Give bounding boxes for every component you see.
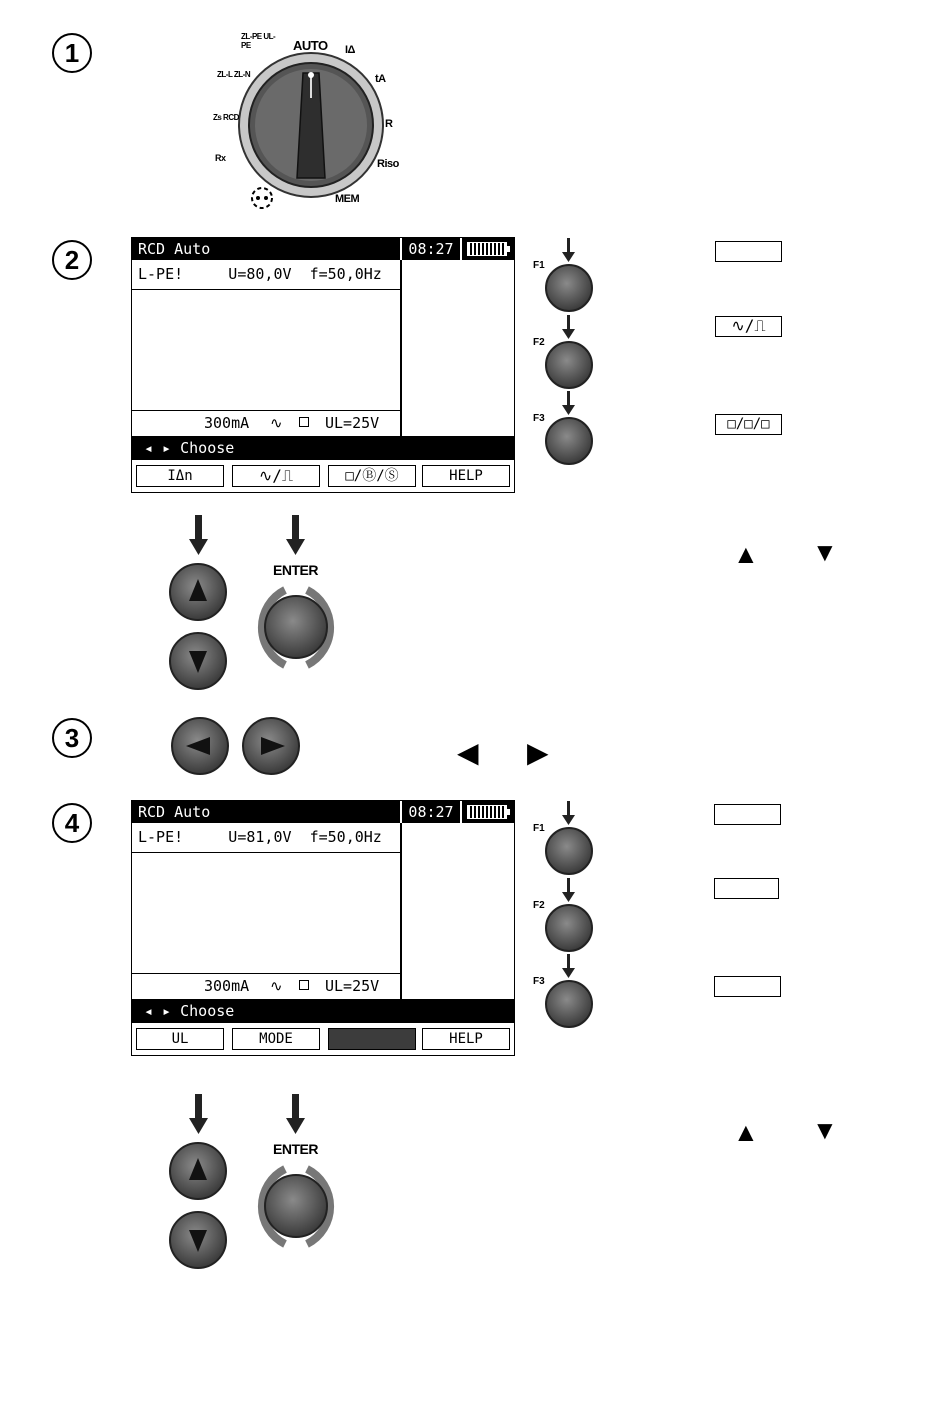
nav-buttons-graphic: [165, 515, 345, 695]
fkey-mode[interactable]: MODE: [232, 1028, 320, 1050]
function-key-bar: [132, 1025, 514, 1053]
choose-bar: ◂ ▸ Choose: [132, 999, 514, 1023]
switch-label-auto: AUTO: [293, 38, 328, 53]
status-wave: ∿: [270, 977, 283, 995]
up-arrow-legend-icon: ▲: [733, 1117, 759, 1147]
battery-icon: [462, 801, 514, 823]
function-key-bar: [132, 462, 514, 490]
side-box-waveform: ∿/⎍: [715, 316, 782, 337]
f3-button[interactable]: [546, 981, 592, 1027]
function-buttons-graphic: [530, 801, 600, 1031]
fkey-help[interactable]: HELP: [422, 1028, 510, 1050]
lcd-screen-rcd-auto-1: [131, 237, 515, 493]
fkey-idn[interactable]: IΔn: [136, 465, 224, 487]
fkey-help[interactable]: HELP: [422, 465, 510, 487]
switch-label-zs: Zs RCD: [213, 113, 239, 122]
step-number-1: 1: [52, 33, 92, 73]
down-arrow-legend-icon: ▼: [812, 537, 838, 567]
fkey-waveform[interactable]: ∿/⎍: [232, 465, 320, 487]
screen-time: 08:27: [402, 801, 460, 823]
rcd-type-square-icon: [299, 980, 309, 990]
left-arrow-legend-icon: ◀: [457, 737, 479, 768]
switch-label-ia: IΔ: [345, 44, 355, 56]
down-arrow-legend-icon: ▼: [812, 1115, 838, 1145]
step-number-3: 3: [52, 718, 92, 758]
switch-label-mem: MEM: [335, 193, 360, 205]
function-buttons-graphic: [530, 238, 600, 468]
f3-button[interactable]: [546, 418, 592, 464]
choose-bar: ◂ ▸ Choose: [132, 436, 514, 460]
f2-label: F2: [533, 337, 545, 348]
screen-header: RCD Auto: [132, 238, 400, 260]
function-buttons-group-1: [530, 238, 600, 468]
up-arrow-legend-icon: ▲: [733, 539, 759, 569]
right-arrow-legend-icon: ▶: [527, 737, 549, 768]
lcd-screen-rcd-auto-2: [131, 800, 515, 1056]
enter-button[interactable]: [265, 596, 327, 658]
side-box-ul: [714, 804, 781, 825]
nav-group-1: [165, 515, 345, 695]
function-buttons-group-2: [530, 801, 600, 1031]
side-box-mode: [714, 878, 779, 899]
switch-label-ta: tA: [375, 73, 386, 85]
left-right-graphic: [170, 716, 302, 776]
status-current: 300mA: [204, 414, 250, 432]
measurement-line: L-PE! U=81,0V f=50,0Hz: [132, 823, 400, 853]
switch-label-r: R: [385, 118, 393, 130]
nav-group-2: [165, 1094, 345, 1274]
enter-button[interactable]: [265, 1175, 327, 1237]
nav-buttons-graphic: [165, 1094, 345, 1274]
measurement-line: L-PE! U=80,0V f=50,0Hz: [132, 260, 400, 290]
status-ul: UL=25V: [325, 977, 380, 995]
status-line: [132, 973, 400, 999]
fkey-blank[interactable]: [328, 1028, 416, 1050]
f1-label: F1: [533, 823, 545, 834]
status-ul: UL=25V: [325, 414, 380, 432]
side-box-f3: [714, 976, 781, 997]
side-box-f1: [715, 241, 782, 262]
side-box-rcd-type: □/□/□: [715, 414, 782, 435]
enter-label: ENTER: [273, 1141, 318, 1157]
fkey-rcd-type[interactable]: □/Ⓑ/Ⓢ: [328, 465, 416, 487]
f2-label: F2: [533, 900, 545, 911]
switch-label-zln: ZL-L ZL-N: [217, 70, 251, 79]
battery-icon: [462, 238, 514, 260]
switch-label-riso: Riso: [377, 158, 399, 170]
f1-button[interactable]: [546, 265, 592, 311]
switch-label-rx: Rx: [215, 153, 226, 163]
rcd-type-square-icon: [299, 417, 309, 427]
f1-button[interactable]: [546, 828, 592, 874]
enter-label: ENTER: [273, 562, 318, 578]
f3-label: F3: [533, 976, 545, 987]
status-line: [132, 410, 400, 436]
step-number-4: 4: [52, 803, 92, 843]
status-wave: ∿: [270, 414, 283, 432]
plug-icon: [245, 183, 279, 213]
f3-label: F3: [533, 413, 545, 424]
screen-time: 08:27: [402, 238, 460, 260]
screen-header: RCD Auto: [132, 801, 400, 823]
rotary-switch[interactable]: [205, 28, 415, 213]
f2-button[interactable]: [546, 905, 592, 951]
left-right-buttons: [170, 716, 302, 776]
f2-button[interactable]: [546, 342, 592, 388]
f1-label: F1: [533, 260, 545, 271]
switch-label-zlpe: ZL-PE UL-PE: [241, 32, 276, 50]
step-number-2: 2: [52, 240, 92, 280]
status-current: 300mA: [204, 977, 250, 995]
fkey-ul[interactable]: UL: [136, 1028, 224, 1050]
